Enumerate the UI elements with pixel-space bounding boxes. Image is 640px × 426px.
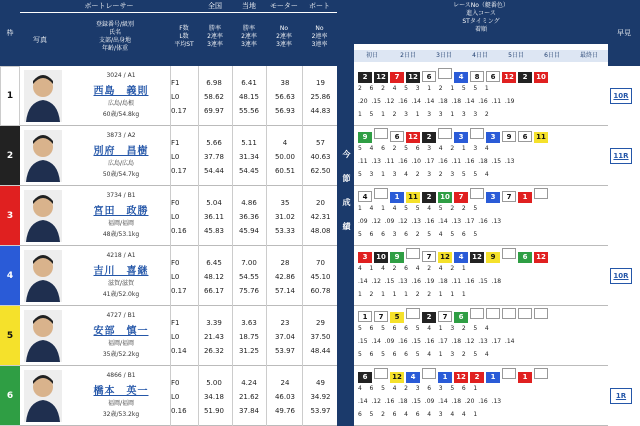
touchi-values: 3.63 18.75 31.25 xyxy=(238,319,260,355)
race-result-box[interactable]: 1 xyxy=(390,192,404,203)
header-touchi-rates xyxy=(232,13,266,66)
boat-values: 19 25.86 44.83 xyxy=(310,79,331,115)
racer-reg: 4727 / B1 xyxy=(106,312,136,319)
fl-values: F0 L0 0.16 xyxy=(171,379,187,415)
race-result-box[interactable]: 12 xyxy=(374,72,388,83)
race-result-box[interactable]: 7 xyxy=(502,191,516,202)
no-head: 3連率 xyxy=(276,41,292,48)
race-result-box[interactable]: 6 xyxy=(422,71,436,82)
race-result-box[interactable] xyxy=(534,188,548,199)
st-line: .09 .12 .09 .12 .13 .16 .14 .13 .17 .16 .13 xyxy=(358,218,502,225)
race-result-box[interactable] xyxy=(374,128,388,139)
results-row xyxy=(354,66,608,126)
waku-number: 5 xyxy=(0,306,20,366)
course-line: 5 4 6 2 5 6 3 4 2 1 3 4 xyxy=(358,145,490,152)
racer-name-link[interactable]: 宮田 政勝 xyxy=(93,206,149,217)
race-result-box[interactable] xyxy=(406,248,420,259)
race-result-box[interactable]: 4 xyxy=(406,372,420,383)
waku-number: 6 xyxy=(0,366,20,426)
results-row xyxy=(354,366,608,426)
zenkoku-values: 5.66 37.78 54.44 xyxy=(203,139,225,175)
header-mitoshi: 早見 xyxy=(608,0,640,66)
racer-name-link[interactable]: 橋本 英一 xyxy=(93,386,149,397)
race-result-box[interactable]: 4 xyxy=(454,252,468,263)
rate-head: 3連率 xyxy=(241,41,257,48)
racer-age-weight: 41歳/52.0kg xyxy=(102,291,140,298)
race-result-box[interactable]: 12 xyxy=(406,132,420,143)
race-result-box[interactable]: 6 xyxy=(518,252,532,263)
day-final: 最終日 xyxy=(579,52,598,59)
header-boat: ボート xyxy=(302,0,337,12)
racer-branch: 福岡/福岡 xyxy=(107,220,135,227)
fl-values: F1 L0 0.17 xyxy=(171,79,187,115)
no-head: 2連率 xyxy=(276,33,292,40)
race-result-box[interactable] xyxy=(534,368,548,379)
race-result-box[interactable]: 4 xyxy=(358,191,372,202)
touchi-values: 6.41 48.15 55.56 xyxy=(238,79,260,115)
header-motor-rates xyxy=(266,13,302,66)
fl-values: F0 L0 0.17 xyxy=(171,259,187,295)
race-result-box[interactable]: 2 xyxy=(422,192,436,203)
rank-line: 1 5 1 2 3 1 3 3 1 3 3 2 xyxy=(358,111,490,118)
boat-values: 20 42.31 48.08 xyxy=(310,199,331,235)
motor-values: 28 42.86 57.14 xyxy=(274,259,296,295)
race-result-box[interactable]: 12 xyxy=(406,72,420,83)
race-result-box[interactable] xyxy=(518,308,532,319)
racer-photo[interactable] xyxy=(24,250,62,302)
touchi-values: 7.00 54.55 75.76 xyxy=(238,259,260,295)
rank-line: 1 2 1 1 1 2 2 1 1 1 xyxy=(358,291,467,298)
waku-number: 3 xyxy=(0,186,20,246)
race-result-box[interactable] xyxy=(470,308,484,319)
header-zenkoku-rates xyxy=(198,13,232,66)
header-photo: 写真 xyxy=(20,12,60,66)
race-result-box[interactable] xyxy=(406,308,420,319)
race-result-box[interactable]: 7 xyxy=(438,311,452,322)
rate-head: 勝率 xyxy=(208,25,221,32)
motor-values: 23 37.04 53.97 xyxy=(274,319,296,355)
race-result-box[interactable] xyxy=(470,188,484,199)
no-head: 2連率 xyxy=(311,33,328,40)
race-result-box[interactable]: 2 xyxy=(422,132,436,143)
header-motor: モーター xyxy=(266,0,302,12)
race-result-box[interactable] xyxy=(470,128,484,139)
racer-age-weight: 48歳/53.1kg xyxy=(102,231,140,238)
race-result-box[interactable]: 2 xyxy=(518,72,532,83)
racer-branch: 滋賀/滋賀 xyxy=(107,280,135,287)
race-result-box[interactable] xyxy=(534,308,548,319)
results-row xyxy=(354,186,608,246)
racer-age-weight: 35歳/52.2kg xyxy=(102,351,140,358)
rate-head: 勝率 xyxy=(242,25,255,32)
rate-head: 2連率 xyxy=(207,33,223,40)
race-result-box[interactable]: 2 xyxy=(422,312,436,323)
days-row xyxy=(354,50,608,62)
race-result-box[interactable]: 1 xyxy=(438,372,452,383)
race-result-box[interactable] xyxy=(422,368,436,379)
touchi-values: 4.24 21.62 37.84 xyxy=(238,379,260,415)
fl-values: F1 L0 0.14 xyxy=(171,319,187,355)
no-head: No xyxy=(315,25,324,32)
motor-values: 38 56.63 56.93 xyxy=(274,79,296,115)
racer-photo[interactable] xyxy=(24,70,62,122)
st-line: .20 .15 .12 .16 .14 .14 .18 .18 .14 .16 .11 .19 xyxy=(358,98,515,105)
no-head: No xyxy=(279,25,289,32)
motor-values: 4 50.00 60.51 xyxy=(274,139,296,175)
race-result-box[interactable]: 5 xyxy=(390,312,404,323)
racer-age-weight: 60歳/54.8kg xyxy=(102,111,140,118)
race-result-box[interactable] xyxy=(374,368,388,379)
race-result-box[interactable]: 7 xyxy=(374,311,388,322)
header-touchi: 当地 xyxy=(232,0,266,12)
zenkoku-values: 5.00 34.18 51.90 xyxy=(203,379,225,415)
boat-values: 70 45.10 60.78 xyxy=(310,259,331,295)
race-result-box[interactable]: 9 xyxy=(502,131,516,142)
racer-reg: 3024 / A1 xyxy=(106,72,136,79)
name-head: 氏名 xyxy=(108,29,121,36)
st-line: .14 .12 .15 .13 .16 .19 .18 .11 .16 .15 .18 xyxy=(358,278,502,285)
waku-number: 2 xyxy=(0,126,20,186)
racer-reg: 4866 / B1 xyxy=(106,372,136,379)
race-result-box[interactable]: 10 xyxy=(534,72,548,83)
rate-head: 2連率 xyxy=(241,33,257,40)
header-zenkoku: 全国 xyxy=(198,0,232,12)
rank-line: 5 3 1 3 4 2 3 2 3 5 5 4 xyxy=(358,171,490,178)
race-result-box[interactable]: 2 xyxy=(358,72,372,83)
race-title: レースNo（艇番色） xyxy=(453,2,509,9)
results-row xyxy=(354,306,608,366)
race-result-box[interactable]: 12 xyxy=(454,372,468,383)
racer-photo[interactable] xyxy=(24,370,62,422)
race-result-box[interactable]: 6 xyxy=(390,131,404,142)
race-result-box[interactable]: 6 xyxy=(454,312,468,323)
rank-line: 5 6 6 3 6 2 5 4 5 6 5 xyxy=(358,231,478,238)
race-result-box[interactable] xyxy=(502,368,516,379)
st-line: .15 .14 .09 .16 .15 .16 .17 .18 .12 .13 .17 .14 xyxy=(358,338,515,345)
touchi-values: 4.86 36.36 45.94 xyxy=(238,199,260,235)
race-result-box[interactable]: 1 xyxy=(518,192,532,203)
race-result-box[interactable]: 1 xyxy=(518,372,532,383)
race-result-box[interactable]: 12 xyxy=(502,72,516,83)
day-3: 3日目 xyxy=(436,52,452,59)
mitoshi-race-link[interactable]: 10R xyxy=(610,88,632,104)
day-1: 初日 xyxy=(365,52,378,59)
racer-row xyxy=(20,66,337,126)
race-result-box[interactable]: 3 xyxy=(454,132,468,143)
course-line: 1 4 1 4 5 5 4 5 2 2 5 xyxy=(358,205,478,212)
course-head: 進入コース xyxy=(466,10,496,17)
st-head: 平均ST xyxy=(174,41,194,48)
race-result-box[interactable]: 7 xyxy=(422,251,436,262)
motor-values: 35 31.02 53.33 xyxy=(274,199,296,235)
header-racer: ボートレーサー xyxy=(20,0,198,12)
race-result-box[interactable] xyxy=(438,68,452,79)
course-line: 2 6 2 4 5 3 1 2 1 5 5 1 xyxy=(358,85,490,92)
day-6: 6日目 xyxy=(544,52,560,59)
boat-values: 49 34.92 53.97 xyxy=(310,379,331,415)
boat-values: 57 40.63 62.50 xyxy=(310,139,331,175)
race-result-box[interactable]: 9 xyxy=(358,132,372,143)
racer-branch: 広島/島根 xyxy=(107,100,135,107)
race-result-box[interactable]: 12 xyxy=(390,372,404,383)
race-result-box[interactable]: 12 xyxy=(438,252,452,263)
race-result-box[interactable]: 10 xyxy=(438,192,452,203)
fl-values: F0 L0 0.16 xyxy=(171,199,187,235)
reg-head: 登録番号/級別 xyxy=(95,21,135,28)
zenkoku-values: 6.98 58.62 69.97 xyxy=(203,79,225,115)
race-result-box[interactable]: 1 xyxy=(358,311,372,322)
racer-row xyxy=(20,246,337,306)
mitoshi-race-link[interactable]: 11R xyxy=(610,148,632,164)
race-result-box[interactable]: 3 xyxy=(486,132,500,143)
race-result-box[interactable]: 3 xyxy=(486,192,500,203)
zenkoku-values: 5.04 36.11 45.83 xyxy=(203,199,225,235)
day-2: 2日目 xyxy=(400,52,416,59)
race-result-box[interactable]: 6 xyxy=(358,372,372,383)
racer-name-link[interactable]: 吉川 喜継 xyxy=(93,266,149,277)
racer-branch: 広島/広島 xyxy=(107,160,135,167)
race-result-box[interactable] xyxy=(486,308,500,319)
waku-number: 4 xyxy=(0,246,20,306)
rate-head: 3連率 xyxy=(207,41,223,48)
racer-reg: 3734 / B1 xyxy=(106,192,136,199)
race-result-box[interactable]: 9 xyxy=(486,252,500,263)
header-race-info xyxy=(354,0,608,44)
st-line: .11 .13 .11 .16 .10 .17 .16 .11 .16 .18 .15 .13 xyxy=(358,158,515,165)
st-timing-head: STタイミング xyxy=(462,18,500,25)
race-result-box[interactable]: 9 xyxy=(390,252,404,263)
racer-row xyxy=(20,306,337,366)
race-result-box[interactable]: 12 xyxy=(534,252,548,263)
course-line: 4 1 4 2 6 4 2 4 2 1 xyxy=(358,265,467,272)
race-result-box[interactable]: 7 xyxy=(390,72,404,83)
l-head: L数 xyxy=(179,33,189,40)
racer-branch: 福岡/福岡 xyxy=(107,340,135,347)
touchi-values: 5.11 31.34 54.45 xyxy=(238,139,260,175)
results-row xyxy=(354,246,608,306)
course-line: 5 6 5 6 6 5 4 1 3 2 5 4 xyxy=(358,325,490,332)
race-result-box[interactable]: 12 xyxy=(470,252,484,263)
racer-reg: 3873 / A2 xyxy=(106,132,136,139)
no-head: 3連率 xyxy=(311,41,328,48)
race-result-box[interactable]: 4 xyxy=(454,72,468,83)
racer-row xyxy=(20,366,337,426)
racer-name-link[interactable]: 別府 昌樹 xyxy=(93,146,149,157)
racer-age-weight: 50歳/54.7kg xyxy=(102,171,140,178)
motor-values: 24 46.03 49.76 xyxy=(274,379,296,415)
f-head: F数 xyxy=(179,25,189,32)
race-result-box[interactable]: 2 xyxy=(470,372,484,383)
race-result-box[interactable] xyxy=(502,308,516,319)
waku-number: 1 xyxy=(0,66,20,126)
race-result-box[interactable]: 7 xyxy=(454,192,468,203)
racer-name-link[interactable]: 安部 慎一 xyxy=(93,326,149,337)
rank-line: 5 6 5 6 6 5 4 1 3 2 5 4 xyxy=(358,351,490,358)
racer-photo[interactable] xyxy=(24,130,62,182)
header-boat-rates xyxy=(302,13,337,66)
race-result-box[interactable]: 1 xyxy=(486,372,500,383)
racer-photo[interactable] xyxy=(24,190,62,242)
race-result-box[interactable] xyxy=(438,128,452,139)
day-5: 5日目 xyxy=(508,52,524,59)
racer-row xyxy=(20,186,337,246)
race-result-box[interactable]: 11 xyxy=(534,132,548,143)
boat-values: 29 37.50 48.44 xyxy=(310,319,331,355)
race-result-box[interactable]: 11 xyxy=(406,192,420,203)
race-result-box[interactable] xyxy=(374,188,388,199)
zenkoku-values: 3.39 21.43 26.32 xyxy=(203,319,225,355)
race-result-box[interactable]: 10 xyxy=(374,252,388,263)
racer-age-weight: 32歳/53.2kg xyxy=(102,411,140,418)
rank-line: 6 5 2 6 4 6 4 3 4 4 1 xyxy=(358,411,478,418)
race-result-box[interactable]: 6 xyxy=(518,131,532,142)
age-head: 年齢/体重 xyxy=(101,45,129,52)
header-racer-info xyxy=(60,13,170,66)
results-row xyxy=(354,126,608,186)
branch-head: 支部/出身地 xyxy=(98,37,132,44)
rank-head: 着順 xyxy=(474,26,487,33)
racer-name-link[interactable]: 西島 義則 xyxy=(93,86,149,97)
race-result-box[interactable]: 6 xyxy=(486,71,500,82)
mitoshi-race-link[interactable]: 10R xyxy=(610,268,632,284)
header-waku: 枠 xyxy=(0,0,20,66)
day-4: 4日目 xyxy=(472,52,488,59)
racer-photo[interactable] xyxy=(24,310,62,362)
race-result-box[interactable] xyxy=(502,248,516,259)
course-line: 4 6 5 4 2 3 6 3 5 6 1 xyxy=(358,385,478,392)
mitoshi-race-link[interactable]: 1R xyxy=(610,388,632,404)
fl-values: F1 L0 0.17 xyxy=(171,139,187,175)
race-result-box[interactable]: 3 xyxy=(358,252,372,263)
st-line: .14 .12 .16 .18 .15 .09 .14 .18 .20 .16 .13 xyxy=(358,398,502,405)
race-result-box[interactable]: 8 xyxy=(470,71,484,82)
racer-reg: 4218 / A1 xyxy=(106,252,136,259)
racer-branch: 福岡/福岡 xyxy=(107,400,135,407)
zenkoku-values: 6.45 48.12 66.17 xyxy=(203,259,225,295)
header-fl xyxy=(170,13,198,66)
konsetsu-label: 今節成績 xyxy=(342,150,351,246)
racer-row xyxy=(20,126,337,186)
